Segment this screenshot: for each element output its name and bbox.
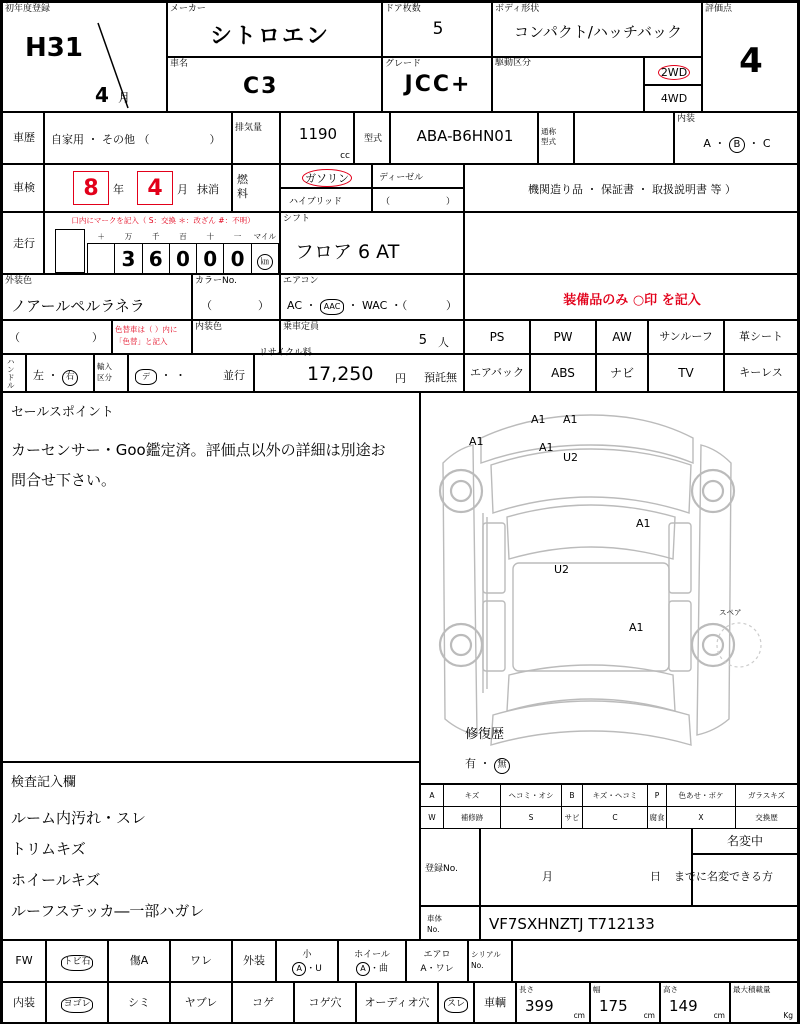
height-label: 高さ (663, 985, 678, 994)
mileage-digit-3: 0 (197, 244, 224, 275)
inspection-year-box (73, 171, 109, 205)
car-diagram-panel (420, 392, 798, 784)
legend-code: S (501, 807, 562, 829)
mileage-digit-2: 0 (169, 244, 196, 275)
seats-label: 乗車定員 (283, 322, 320, 332)
exterior-color-cell (2, 274, 192, 320)
inspection-month-box (137, 171, 173, 205)
legend-label: 色あせ・ボケ (667, 785, 736, 807)
damage-mark: U2 (554, 563, 570, 576)
import-label-cell (94, 354, 128, 392)
color-paren-open: （ (9, 331, 20, 344)
equip-leather (724, 320, 798, 354)
import-value-cell (128, 354, 254, 392)
bottom-yabure-label: ヤブレ (184, 996, 218, 1009)
width-unit: cm (643, 1011, 655, 1020)
bottom-yogore (46, 982, 108, 1024)
carname-value: C3 (243, 74, 279, 99)
shift-cell (280, 212, 464, 274)
mileage-unit-km: ㎞ (251, 244, 278, 275)
bottom-shimi-label: シミ (128, 996, 150, 1009)
damage-mark: A1 (531, 413, 546, 426)
mileage-unit-ichi: 一 (233, 231, 242, 241)
dimensions-label-cell (474, 982, 516, 1024)
bottom-tobiishi (46, 940, 108, 982)
history-value: 自家用 ・ その他 （ ） (51, 133, 221, 146)
reg-year-value: H31 (25, 33, 83, 63)
bottom-kogeana (294, 982, 356, 1024)
bottom-ware-label: ワレ (190, 954, 212, 967)
recycle-label: リサイクル料 (259, 348, 312, 358)
fuel-hybrid-cell (280, 188, 372, 212)
bottom-yogore-label: ヨゴレ (47, 983, 107, 1023)
body-type-label: ボディ形状 (495, 4, 540, 14)
registration-month: 月 (542, 870, 553, 883)
bottom-gaisou-label-text: 外装 (243, 954, 265, 967)
inspection-notes-title: 検査記入欄 (11, 775, 77, 790)
bottom-naisou-label-text: 内装 (13, 996, 35, 1009)
tsusho-value-cell (574, 112, 674, 164)
model-label-cell (354, 112, 390, 164)
bottom-gaisou-label (232, 940, 276, 982)
vin-label: 車体 No. (427, 914, 442, 934)
legend-code: X (667, 807, 736, 829)
interior-options: A ・ B ・ C (675, 135, 799, 153)
maker-value: シトロエン (210, 24, 331, 49)
fuel-diesel-cell (372, 164, 464, 188)
inspection-month-value: 4 (147, 176, 163, 201)
vin-value: VF7SXHNZTJ T712133 (489, 915, 655, 933)
legend-label: 交換歴 (736, 807, 798, 829)
length-value: 399 (525, 997, 554, 1015)
legend-label: サビ (562, 807, 583, 829)
equip-navi (596, 354, 648, 392)
legend-code: P (648, 785, 667, 807)
recycle-unit: 円 (395, 372, 406, 385)
width-cell (590, 982, 660, 1024)
bottom-fw-label (2, 940, 46, 982)
legend-label: ヘコミ・オシ (501, 785, 562, 807)
damage-mark: U2 (563, 451, 579, 464)
legend-label: 腐食 (648, 807, 667, 829)
bottom-fw-label-text: FW (15, 954, 33, 967)
bottom-kizua-label: 傷A (129, 954, 149, 967)
color-no-open: （ (201, 299, 212, 312)
spare-label: スペア (719, 608, 742, 617)
inspection-note-item: ルーフステッカ―一部ハガレ (11, 902, 205, 920)
height-cell (660, 982, 730, 1024)
bottom-naisou-label (2, 982, 46, 1024)
legend-code: B (562, 785, 583, 807)
bottom-kogeana-label: コゲ穴 (308, 996, 342, 1009)
mileage-note: 口内にマークを記入（ S：交換 ＊：改ざん #：不明） (71, 216, 255, 225)
legend-label: ガラスキズ (736, 785, 798, 807)
bottom-koge (232, 982, 294, 1024)
seats-unit: 人 (438, 336, 449, 349)
bottom-sure-label: スレ (439, 983, 473, 1023)
handle-value: 左 ・ 右 (33, 367, 78, 386)
legend-code: W (421, 807, 444, 829)
bottom-koge-label: コゲ (252, 996, 274, 1009)
score-label: 評価点 (705, 4, 733, 14)
bottom-aero-label: エアロ A・ワレ (420, 950, 454, 974)
color-paren-close: ） (92, 331, 103, 344)
fuel-hybrid-value: ハイブリッド (289, 197, 343, 207)
damage-mark: A1 (563, 413, 578, 426)
serial-no-label: シリアル No. (471, 950, 501, 970)
bottom-yabure (170, 982, 232, 1024)
mileage-digit-0: 3 (115, 244, 142, 275)
score-cell (702, 2, 798, 112)
displacement-value: 1190 (298, 125, 338, 143)
aircon-label: エアコン (283, 276, 319, 286)
equip-abs-label: ABS (551, 366, 575, 380)
mileage-digit-1: 6 (142, 244, 169, 275)
mileage-label-cell (2, 212, 44, 274)
damage-mark: A1 (539, 441, 554, 454)
drive-4wd-cell (644, 85, 702, 112)
equip-leather-label: 革シート (739, 330, 783, 343)
drive-2wd-value: 2WD (645, 65, 703, 80)
import-value: デ ・ ・ (135, 367, 186, 385)
damage-mark: A1 (469, 435, 484, 448)
first-registration-label: 初年度登録 (5, 4, 51, 14)
legend-code: C (583, 807, 648, 829)
length-label: 長さ (519, 985, 534, 994)
model-value: ABA-B6HN01 (416, 127, 514, 145)
maker-cell (167, 2, 382, 57)
damage-mark: A1 (636, 517, 651, 530)
body-type-cell (492, 2, 702, 57)
serial-no-value-cell (512, 940, 798, 982)
mileage-unit-juu: 十 (206, 231, 215, 241)
grade-label: グレード (385, 59, 422, 69)
displacement-label-cell (232, 112, 280, 164)
registration-no-label: 登録No. (425, 864, 458, 874)
legend-label: 補修跡 (444, 807, 501, 829)
inspection-label: 車検 (13, 181, 35, 194)
history-value-cell (44, 112, 232, 164)
equip-tv (648, 354, 724, 392)
equip-pw (530, 320, 596, 354)
drive-4wd-value: 4WD (660, 92, 688, 105)
equip-ps (464, 320, 530, 354)
model-label: 型式 (363, 134, 382, 144)
sales-point-line1: カーセンサー・Goo鑑定済。評価点以外の詳細は別途お (11, 441, 386, 459)
aircon-value: AC ・ AAC ・ WAC ・（ (287, 297, 407, 315)
equip-airbag-label: エアバック (469, 366, 525, 379)
color-replace-note: 色替車は（ ）内に 「色替」と記入 (115, 325, 178, 346)
equip-sunroof-label: サンルーフ (659, 330, 713, 343)
equip-keyless (724, 354, 798, 392)
registration-no-cell (420, 828, 480, 906)
registration-day: 日 (650, 870, 661, 883)
exterior-color-label: 外装色 (5, 276, 33, 286)
inspection-year-unit: 年 (113, 183, 124, 196)
equipment-note-text: 装備品のみ ○印 を記入 (563, 293, 701, 308)
interior-cell (674, 112, 798, 164)
bottom-ware (170, 940, 232, 982)
equip-sunroof (648, 320, 724, 354)
height-unit: cm (713, 1011, 725, 1020)
tsusho-label: 通称 型式 (541, 127, 556, 146)
inspection-notes-panel (2, 762, 420, 940)
reg-month-value: 4 (95, 83, 109, 107)
fuel-gasoline-value: ガソリン (281, 169, 373, 187)
mileage-unit-man: 万 (124, 231, 133, 241)
load-cell (730, 982, 798, 1024)
legend-code: A (421, 785, 444, 807)
mileage-digit-4: 0 (224, 244, 251, 275)
displacement-unit: cc (340, 151, 350, 161)
history-label-cell (2, 112, 44, 164)
equip-abs (530, 354, 596, 392)
inspection-label-cell (2, 164, 44, 212)
fuel-label-cell (232, 164, 280, 212)
equip-tv-label: TV (678, 366, 694, 380)
bottom-ko (276, 940, 338, 982)
grade-value: JCC+ (404, 72, 472, 97)
height-value: 149 (669, 997, 698, 1015)
name-change-cell (692, 828, 798, 854)
repair-history-title: 修復歴 (465, 727, 505, 742)
equip-airbag (464, 354, 530, 392)
inspection-year-value: 8 (83, 176, 99, 201)
recycle-deposit: 預託無 (424, 371, 457, 384)
serial-no-cell (468, 940, 512, 982)
shift-value: フロア 6 AT (295, 241, 400, 263)
import-parallel: 並行 (223, 369, 245, 382)
first-registration-cell (2, 2, 167, 112)
equipment-docs-cell (464, 164, 798, 212)
history-label: 車歴 (13, 131, 35, 144)
sales-point-text (11, 435, 386, 495)
exterior-color-value: ノアールペルラネラ (11, 297, 145, 315)
mileage-label: 走行 (13, 237, 35, 250)
fuel-other-open: （ (381, 197, 391, 207)
fuel-label: 燃 料 (237, 173, 248, 200)
registration-deadline: までに名変できる方 (674, 870, 773, 883)
equip-aw-label: AW (612, 330, 632, 344)
sales-point-panel (2, 392, 420, 762)
bottom-audio (356, 982, 438, 1024)
dimensions-label: 車輌 (484, 996, 506, 1009)
carname-label: 車名 (170, 59, 189, 69)
recycle-value: 17,250 (307, 363, 374, 385)
seats-value: 5 (418, 333, 427, 348)
score-value: 4 (739, 41, 763, 81)
inspection-note-item: ルーム内汚れ・スレ (11, 809, 147, 827)
color-no-cell (192, 274, 280, 320)
displacement-label: 排気量 (235, 123, 263, 133)
tsusho-label-cell (538, 112, 574, 164)
model-value-cell (390, 112, 538, 164)
equip-ps-label: PS (489, 330, 505, 344)
carname-cell (167, 57, 382, 112)
body-type-value: コンパクト/ハッチバック (513, 23, 683, 41)
fuel-other-cell (372, 188, 464, 212)
equipment-note-cell (464, 274, 798, 320)
vin-label-cell (420, 906, 480, 940)
repair-history-value: 有 ・ 無 (465, 755, 510, 774)
sales-point-title: セールスポイント (11, 405, 114, 420)
inspection-masshou: 抹消 (197, 183, 219, 196)
interior-color-label: 内装色 (195, 322, 223, 332)
width-label: 幅 (593, 985, 601, 994)
doors-value: 5 (432, 19, 444, 39)
damage-legend-table (420, 784, 798, 828)
bottom-kizua (108, 940, 170, 982)
inspection-notes-list (11, 803, 204, 927)
width-value: 175 (599, 997, 628, 1015)
inspection-value-cell (44, 164, 232, 212)
color-no-label: カラーNo. (195, 276, 237, 286)
mileage-unit-plus: ＋ (97, 231, 105, 241)
load-label: 最大積載量 (733, 985, 771, 994)
interior-label: 内装 (677, 114, 696, 124)
legend-label: キズ (444, 785, 501, 807)
equip-pw-label: PW (553, 330, 573, 344)
sales-point-line2: 問合せ下さい。 (11, 471, 117, 489)
equip-aw (596, 320, 648, 354)
bottom-shimi (108, 982, 170, 1024)
fuel-diesel-value: ディーゼル (379, 173, 424, 183)
recycle-cell (254, 348, 464, 392)
color-paren-cell (2, 320, 112, 354)
equip-navi-label: ナビ (609, 366, 634, 380)
bottom-wheel-label: ホイール A ・曲 (354, 950, 390, 974)
handle-value-cell (26, 354, 94, 392)
import-label: 輸入 区分 (97, 362, 112, 382)
drive-label: 駆動区分 (495, 58, 532, 68)
bottom-sure (438, 982, 474, 1024)
mileage-mark-box (55, 229, 85, 273)
name-change-label: 名変中 (726, 834, 763, 848)
inspection-note-item: トリムキズ (11, 840, 86, 858)
inspection-month-unit: 月 (177, 183, 188, 196)
registration-value-cell (480, 828, 692, 906)
bottom-wheel (338, 940, 406, 982)
length-cell (516, 982, 590, 1024)
bottom-aero (406, 940, 468, 982)
doors-label: ドア枚数 (385, 4, 421, 14)
mileage-unit-mile: マイル (253, 231, 277, 241)
inspection-note-item: ホイールキズ (11, 871, 101, 889)
shift-blank-cell (464, 212, 798, 274)
load-unit: Kg (783, 1011, 793, 1020)
handle-label-cell (2, 354, 26, 392)
mileage-unit-hyaku: 百 (179, 231, 187, 241)
drive-2wd-cell (495, 57, 702, 85)
aircon-close: ） (446, 299, 457, 312)
vin-value-cell (480, 906, 798, 940)
aircon-cell (280, 274, 464, 320)
color-replace-note-cell (112, 320, 192, 354)
shift-label: シフト (283, 214, 311, 224)
bottom-ko-label: 小 A ・U (277, 941, 337, 976)
displacement-value-cell (280, 112, 354, 164)
reg-month-unit: 月 (118, 91, 131, 105)
diagonal-line (3, 3, 168, 113)
mileage-unit-sen: 千 (151, 231, 160, 241)
legend-label: キズ・ヘコミ (583, 785, 648, 807)
fuel-gasoline-cell (280, 164, 372, 188)
mileage-value-cell (44, 212, 280, 274)
mileage-digits (87, 229, 281, 275)
maker-label: メーカー (170, 4, 206, 14)
doors-cell (382, 2, 492, 57)
bottom-audio-label: オーディオ穴 (364, 996, 430, 1009)
handle-label: ハ ン ド ル (7, 357, 15, 390)
bottom-tobiishi-label: トビ石 (47, 941, 107, 981)
fuel-other-close: ） (445, 197, 455, 207)
grade-cell (382, 57, 492, 112)
color-no-close: ） (258, 299, 269, 312)
length-unit: cm (573, 1011, 585, 1020)
equip-keyless-label: キーレス (739, 366, 783, 379)
damage-mark: A1 (629, 621, 644, 634)
equipment-docs-text: 機関造り品 ・ 保証書 ・ 取扱説明書 等 ） (528, 183, 736, 196)
